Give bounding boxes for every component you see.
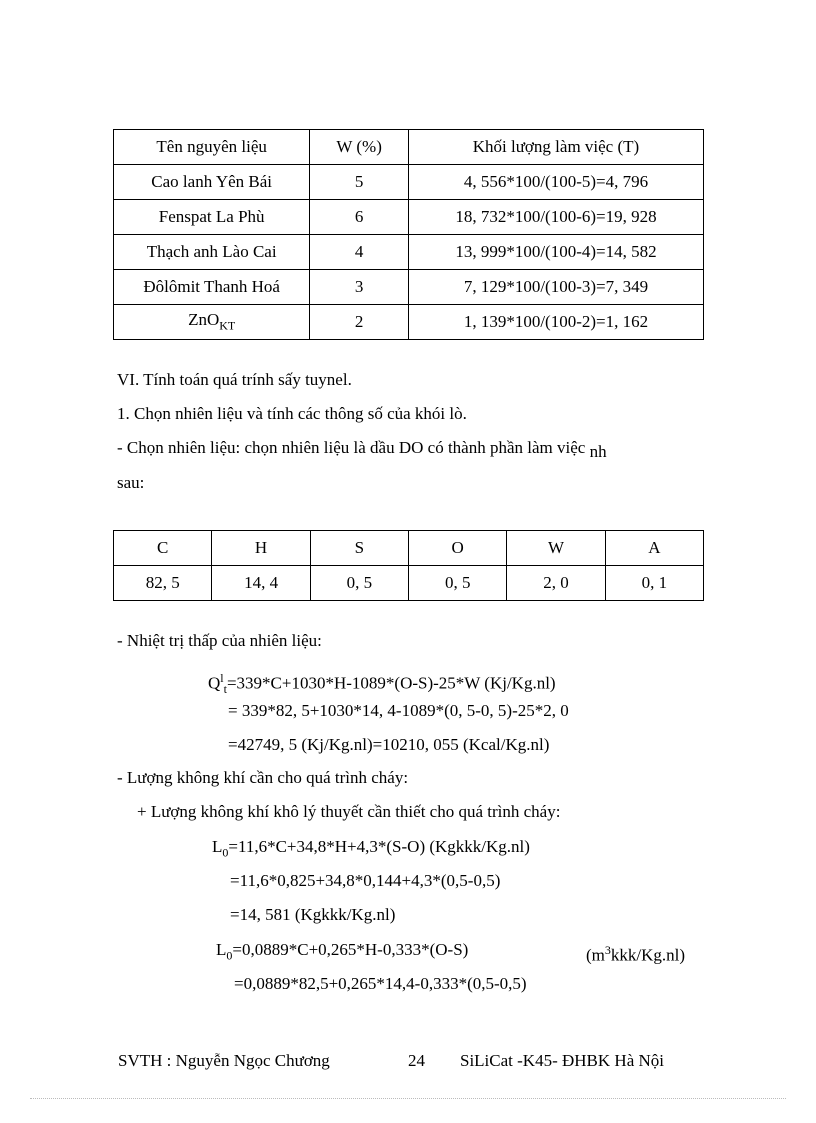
raw-material-table [113,129,704,340]
formula-subscript: t [223,681,227,696]
formula-unit [586,939,685,967]
paragraph-line: sau: [117,473,145,492]
paragraph-line: + Lượng không khí khô lý thuyết cần thiết cho quá trình cháy: [137,802,561,821]
table-header-cell: Tên nguyên liệu [114,130,310,165]
table-cell: Đôlômit Thanh Hoá [114,270,310,305]
footer-author: SVTH : Nguyễn Ngọc Chương [118,1051,330,1070]
table-row [114,270,704,305]
table-row [114,235,704,270]
table-row [114,165,704,200]
table-row [114,305,704,340]
formula-superscript: l [220,671,224,685]
table-cell: 5 [310,165,409,200]
formula-line: =11,6*0,825+34,8*0,144+4,3*(0,5-0,5) [230,871,501,890]
unit-text: kkk/Kg.nl) [610,945,686,965]
section-heading: VI. Tính toán quá trính sấy tuynel. [117,370,352,389]
table-cell: 1, 139*100/(100-2)=1, 162 [408,305,703,340]
formula-line: =42749, 5 (Kj/Kg.nl)=10210, 055 (Kcal/Kg.nl) [228,735,550,754]
formula-line: =0,0889*82,5+0,265*14,4-0,333*(0,5-0,5) [234,974,527,993]
zno-label: ZnO [188,310,220,330]
formula-text: =339*C+1030*H-1089*(O-S)-25*W (Kj/Kg.nl) [226,673,556,693]
table-cell: 6 [310,200,409,235]
table-header-row [114,531,704,566]
paragraph-line: - Nhiệt trị thấp của nhiên liệu: [117,631,322,650]
table-cell: 4 [310,235,409,270]
formula-subscript: 0 [222,845,229,860]
table-cell: Thạch anh Lào Cai [114,235,310,270]
formula-text: =11,6*C+34,8*H+4,3*(S-O) (Kgkkk/Kg.nl) [228,837,530,856]
unit-superscript: 3 [604,943,611,957]
formula-line [208,667,556,696]
formula-line [216,939,468,966]
table-cell: Cao lanh Yên Bái [114,165,310,200]
table-header-cell: W [507,531,605,566]
paragraph-line [117,437,607,459]
table-header-row [114,130,704,165]
page-bottom-border [30,1098,786,1099]
table-cell: 0, 1 [605,566,703,601]
table-cell: 4, 556*100/(100-5)=4, 796 [408,165,703,200]
subsection-heading: 1. Chọn nhiên liệu và tính các thông số của khói lò. [117,404,467,423]
footer-org: SiLiCat -K45- ĐHBK Hà Nội [460,1051,664,1070]
footer-page-number: 24 [408,1051,425,1070]
fuel-composition-table [113,530,704,601]
table-cell: 13, 999*100/(100-4)=14, 582 [408,235,703,270]
formula-symbol: L [216,940,227,959]
table-cell: 2 [310,305,409,340]
formula-symbol: Q [208,673,221,693]
table-header-cell: S [310,531,408,566]
table-cell [114,305,310,340]
zno-subscript: KT [219,318,236,333]
table-cell: 0, 5 [409,566,507,601]
table-header-cell: Khối lượng làm việc (T) [408,130,703,165]
paragraph-line: - Lượng không khí cần cho quá trình cháy: [117,768,409,787]
table-header-cell: A [605,531,703,566]
formula-subscript: 0 [226,948,233,963]
unit-text: (m [586,945,605,965]
paragraph-text: - Chọn nhiên liệu: chọn nhiên liệu là dầu DO có thành phần làm việc [117,438,586,457]
paragraph-text-tail: nh [589,442,607,461]
table-row [114,566,704,601]
formula-symbol: L [212,837,223,856]
table-cell: 7, 129*100/(100-3)=7, 349 [408,270,703,305]
table-cell: 18, 732*100/(100-6)=19, 928 [408,200,703,235]
table-cell: 0, 5 [310,566,408,601]
table-header-cell: O [409,531,507,566]
table-cell: 2, 0 [507,566,605,601]
formula-text: =0,0889*C+0,265*H-0,333*(O-S) [232,940,469,959]
table-header-cell: C [114,531,212,566]
formula-line: =14, 581 (Kgkkk/Kg.nl) [230,905,396,924]
formula-line [212,836,530,863]
table-cell: 82, 5 [114,566,212,601]
table-cell: 3 [310,270,409,305]
table-row [114,200,704,235]
table-cell: Fenspat La Phù [114,200,310,235]
table-header-cell: H [212,531,310,566]
formula-line: = 339*82, 5+1030*14, 4-1089*(0, 5-0, 5)-25*2, 0 [228,701,569,720]
table-header-cell: W (%) [310,130,409,165]
table-cell: 14, 4 [212,566,310,601]
